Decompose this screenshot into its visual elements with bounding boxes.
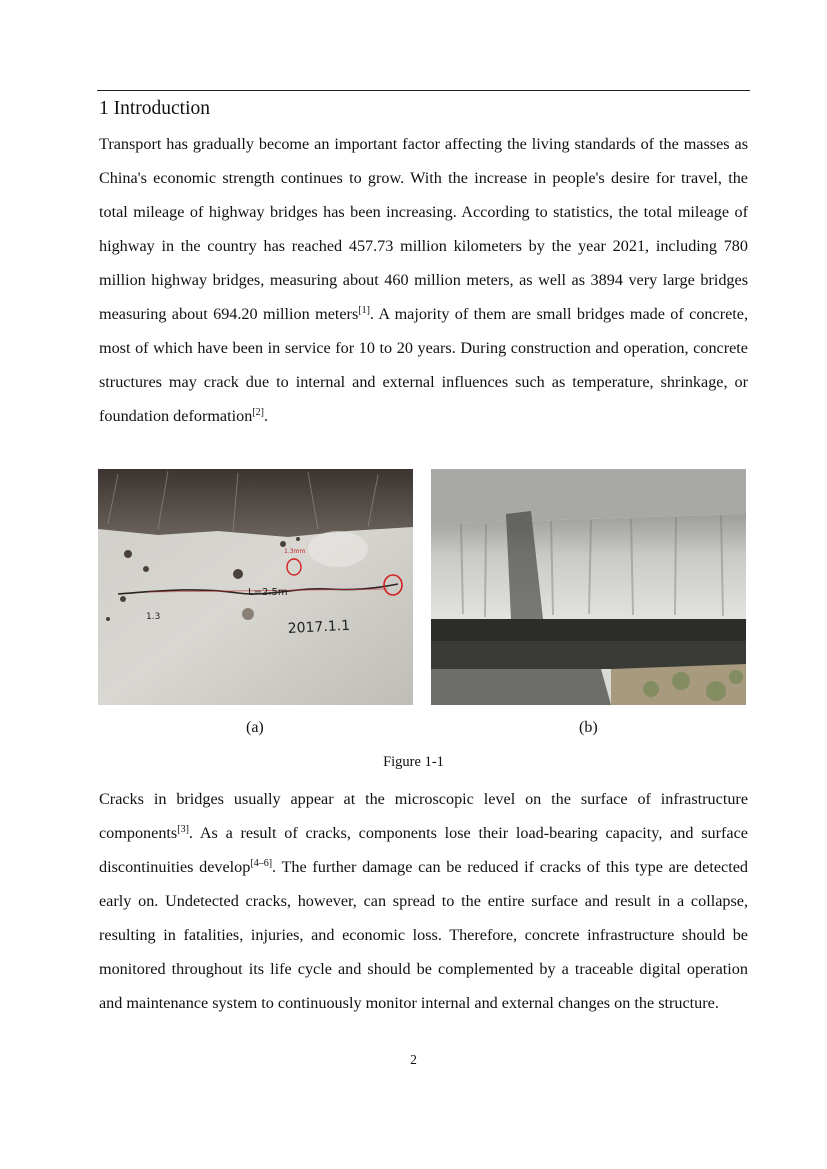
figure-photo-a-concrete-crack	[98, 469, 413, 705]
figure-photo-b-bridge-girder	[431, 469, 746, 705]
annotation-width: 1.3mm	[284, 548, 306, 555]
figure-caption: Figure 1-1	[383, 754, 444, 770]
intro-paragraph-2	[99, 782, 748, 1020]
subfigure-label-b: (b)	[579, 719, 598, 736]
annotation-small: 1.3	[146, 612, 161, 622]
header-rule	[97, 90, 750, 91]
section-heading: 1 Introduction	[99, 98, 211, 119]
annotation-length: L=2.5m	[248, 587, 288, 598]
p1-text-3: .	[263, 407, 269, 425]
p1-text-1: Transport has gradually become an important factor affecting the living standards of the masses as China's economic strength continues to grow. With the increase in people's desire for travel, the total mileage of highway bridges has been increasing. According to statistics, the total mileage of highway in the country has reached 457.73 million kilometers by the year 2021, including 780 million highway bridges, measuring about 460 million meters, as well as 3894 very large bridges measuring about 694.20 million meters	[99, 135, 748, 323]
intro-paragraph-1	[99, 127, 748, 433]
p1-text-2: . A majority of them are small bridges made of concrete, most of which have been in service for 10 to 20 years. During construction and operation, concrete structures may crack due to internal and external influences such as temperature, shrinkage, or foundation deformation	[99, 305, 749, 425]
annotation-date: 2017.1.1	[287, 617, 351, 637]
citation-4-6: [4–6]	[250, 858, 273, 869]
citation-3: [3]	[177, 824, 189, 835]
page-number: 2	[410, 1052, 417, 1067]
p2-text-2: . As a result of cracks, components lose their load-bearing capacity, and surface discontinuities develop	[99, 824, 748, 876]
p2-text-3: . The further damage can be reduced if cracks of this type are detected early on. Undetected cracks, however, can spread to the entire surface and result in a collapse, resulting in fatalities, injuries, and economic loss. Therefore, concrete infrastructure should be monitored throughout its life cycle and should be complemented by a traceable digital operation and maintenance system to continuously monitor internal and external changes on the structure.	[99, 858, 748, 1012]
citation-2: [2]	[252, 407, 264, 418]
citation-1: [1]	[358, 305, 370, 316]
p2-text-1: Cracks in bridges usually appear at the microscopic level on the surface of infrastructure components	[99, 790, 748, 842]
subfigure-label-a: (a)	[246, 719, 264, 736]
